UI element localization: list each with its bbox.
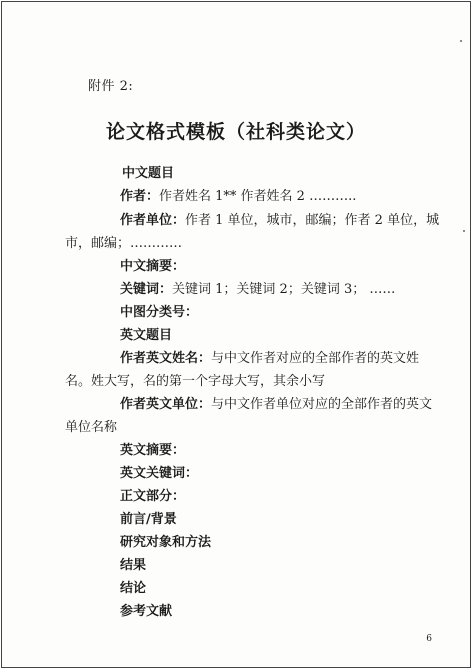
en-name-continuation: 名。姓大写，名的第一个字母大写，其余小写 [65,374,326,389]
authors-line [120,189,356,204]
intro-item: 前言/背景 [120,512,177,527]
clc-item: 中图分类号： [120,305,199,320]
annex-label: 附件 2: [88,79,134,94]
authors-value: 作者姓名 1** 作者姓名 2 ……….. [159,189,357,204]
en-affiliation-label: 作者英文单位： [120,397,212,412]
document-page [1,1,471,668]
references-item: 参考文献 [120,604,173,619]
cn-title-item: 中文题目 [122,166,175,181]
methods-item: 研究对象和方法 [120,535,212,550]
keywords-value: 关键词 1；关键词 2；关键词 3； …… [172,282,396,297]
en-affiliation-continuation: 单位名称 [65,420,118,435]
en-name-line [120,351,419,366]
page-title: 论文格式模板（社科类论文） [105,121,366,143]
affiliation-continuation: 市，邮编；………… [65,236,183,251]
en-name-label: 作者英文姓名： [120,351,212,366]
keywords-label: 关键词： [120,282,173,297]
keywords-line [120,282,395,297]
page-number: 6 [426,634,432,644]
en-affiliation-line [120,397,432,412]
scan-speck [463,230,465,232]
en-abstract-item: 英文摘要： [120,443,186,458]
body-item: 正文部分： [120,489,186,504]
authors-label: 作者： [120,189,160,204]
cn-abstract-item: 中文摘要： [120,259,186,274]
en-affiliation-value: 与中文作者单位对应的全部作者的英文 [211,397,433,412]
affiliation-label: 作者单位： [120,213,186,228]
en-name-value: 与中文作者对应的全部作者的英文姓 [211,351,420,366]
results-item: 结果 [120,558,147,573]
scan-speck [460,40,462,42]
en-keywords-item: 英文关键词： [120,466,199,481]
conclusion-item: 结论 [120,581,147,596]
affiliation-line [120,213,439,228]
affiliation-value: 作者 1 单位，城市，邮编；作者 2 单位，城 [185,213,440,228]
en-title-item: 英文题目 [120,328,173,343]
